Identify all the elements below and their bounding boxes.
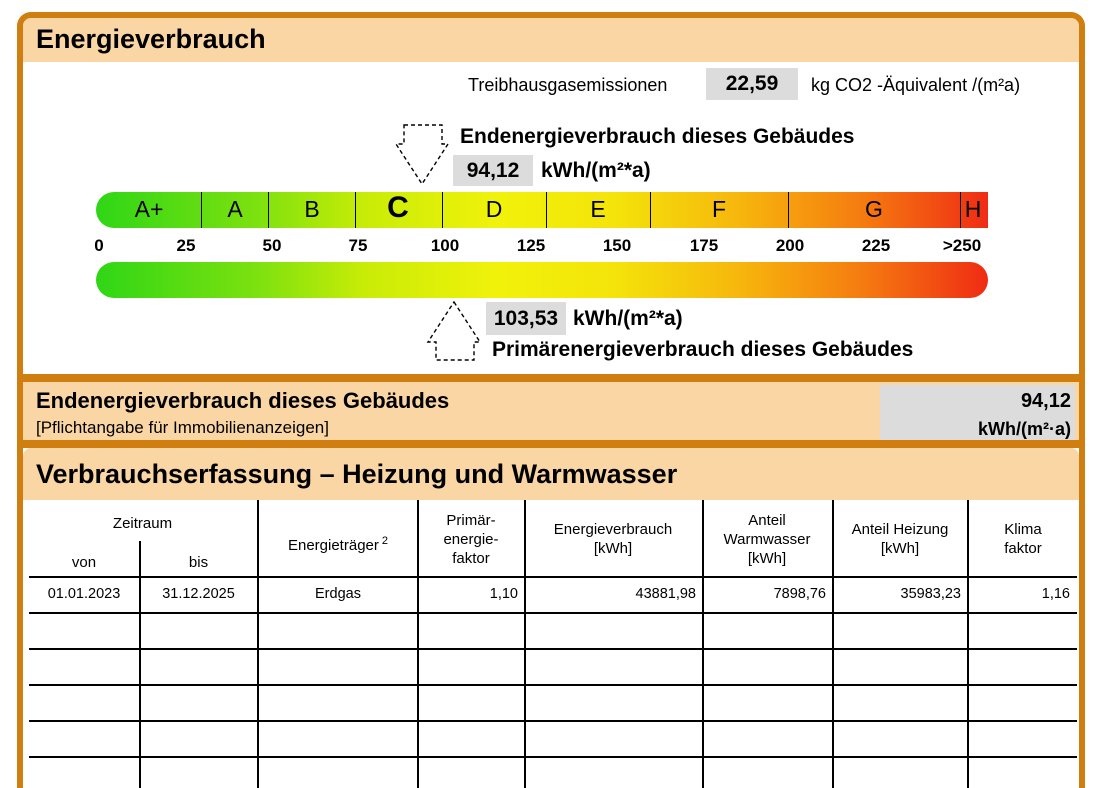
- header-primaerenergiefaktor: [418, 511, 524, 568]
- cell-heizung: 35983,23: [900, 586, 961, 602]
- scale-divider: [960, 192, 961, 228]
- scale-divider: [355, 192, 356, 228]
- scale-divider: [268, 192, 269, 228]
- scale-number: 50: [262, 236, 282, 255]
- class-label-d: D: [485, 196, 503, 222]
- header-warmwasser-line: Warmwasser: [723, 531, 811, 548]
- table-hline: [29, 684, 1077, 686]
- scale-divider: [546, 192, 547, 228]
- scale-divider: [201, 192, 202, 228]
- header-energietraeger: [258, 532, 418, 555]
- scale-divider: [650, 192, 651, 228]
- scale-number: >250: [942, 236, 982, 255]
- header-klima-line: faktor: [1004, 540, 1042, 557]
- class-label-a-plus: A+: [134, 196, 164, 222]
- cell-klimafaktor: 1,16: [1041, 586, 1070, 602]
- cell-warmwasser: 7898,76: [773, 586, 826, 602]
- primary-energy-scale: [96, 262, 988, 298]
- end-energy-title: Endenergieverbrauch dieses Gebäudes: [460, 125, 855, 148]
- table-hline: [29, 612, 1077, 614]
- section-separator: [23, 374, 1079, 382]
- scale-number: 0: [94, 236, 104, 255]
- header-energieverbrauch: [525, 520, 701, 558]
- header-klimafaktor: [968, 520, 1078, 558]
- section2-title: Endenergieverbrauch dieses Gebäudes: [36, 388, 450, 413]
- scale-number: 175: [689, 236, 719, 255]
- cell-von: 01.01.2023: [47, 586, 121, 602]
- end-energy-value: 94,12: [453, 155, 533, 186]
- header-von: von: [71, 554, 97, 571]
- table-vline: [417, 500, 419, 788]
- primary-energy-title: Primärenergieverbrauch dieses Gebäudes: [492, 338, 914, 361]
- section2-value: 94,12: [1020, 390, 1071, 412]
- class-label-e: E: [590, 196, 606, 222]
- primary-energy-value: 103,53: [486, 302, 566, 335]
- section-separator: [23, 440, 1079, 448]
- table-vline: [967, 500, 969, 788]
- header-warmwasser-line: Anteil: [748, 512, 786, 529]
- class-label-b: B: [304, 196, 320, 222]
- scale-number: 125: [516, 236, 546, 255]
- table-vline: [832, 500, 834, 788]
- header-energietraeger-footnote: 2: [381, 535, 388, 547]
- header-energieverbrauch-line: [kWh]: [593, 540, 633, 557]
- header-primaer-line: energie-: [443, 531, 499, 548]
- header-heizung-line: [kWh]: [880, 540, 920, 557]
- end-energy-unit: kWh/(m²*a): [541, 159, 651, 182]
- table-vline: [702, 500, 704, 788]
- class-label-f: F: [711, 196, 727, 222]
- table-hline: [29, 720, 1077, 722]
- scale-number: 25: [176, 236, 196, 255]
- scale-number: 75: [348, 236, 368, 255]
- table-vline: [524, 500, 526, 788]
- header-heizung: [833, 520, 967, 558]
- cell-energieverbrauch: 43881,98: [635, 586, 696, 602]
- table-vline: [257, 500, 259, 788]
- header-warmwasser-line: [kWh]: [747, 550, 787, 567]
- header-energieverbrauch-line: Energieverbrauch: [553, 521, 673, 538]
- cell-bis: 31.12.2025: [162, 586, 235, 602]
- scale-number: 200: [775, 236, 805, 255]
- primary-energy-unit: kWh/(m²*a): [573, 307, 683, 330]
- class-label-c-active: C: [387, 191, 409, 224]
- section2-subtitle: [Pflichtangabe für Immobilienanzeigen]: [36, 418, 329, 437]
- table-vline: [139, 541, 141, 788]
- header-primaer-line: Primär-: [446, 512, 496, 529]
- class-label-g: G: [865, 196, 883, 222]
- ghg-label: Treibhausgasemissionen: [468, 75, 668, 95]
- header-zeitraum: Zeitraum: [112, 515, 173, 532]
- section1-title: Energieverbrauch: [36, 24, 266, 54]
- cell-primaerenergiefaktor: 1,10: [489, 586, 518, 602]
- header-warmwasser: [703, 511, 831, 568]
- table-hline: [29, 648, 1077, 650]
- scale-number: 100: [430, 236, 460, 255]
- class-label-a: A: [227, 196, 243, 222]
- header-bis: bis: [188, 554, 209, 571]
- table-hline: [29, 576, 1077, 578]
- cell-energietraeger: Erdgas: [315, 586, 361, 602]
- section2-unit: kWh/(m²·a): [978, 419, 1071, 439]
- scale-divider: [788, 192, 789, 228]
- scale-number: 225: [861, 236, 891, 255]
- header-heizung-line: Anteil Heizung: [851, 521, 949, 538]
- header-klima-line: Klima: [1004, 521, 1042, 538]
- table-hline: [29, 756, 1077, 758]
- section3-title: Verbrauchserfassung – Heizung und Warmwasser: [36, 459, 678, 489]
- scale-number: 150: [602, 236, 632, 255]
- ghg-value: 22,59: [706, 68, 798, 100]
- header-primaer-line: faktor: [452, 550, 490, 567]
- end-energy-arrow-icon: [392, 122, 452, 188]
- scale-divider: [442, 192, 443, 228]
- primary-energy-arrow-icon: [424, 298, 484, 364]
- class-label-h: H: [964, 196, 982, 222]
- ghg-unit: kg CO2 -Äquivalent /(m²a): [811, 75, 1021, 95]
- header-energietraeger-label: Energieträger: [287, 537, 379, 554]
